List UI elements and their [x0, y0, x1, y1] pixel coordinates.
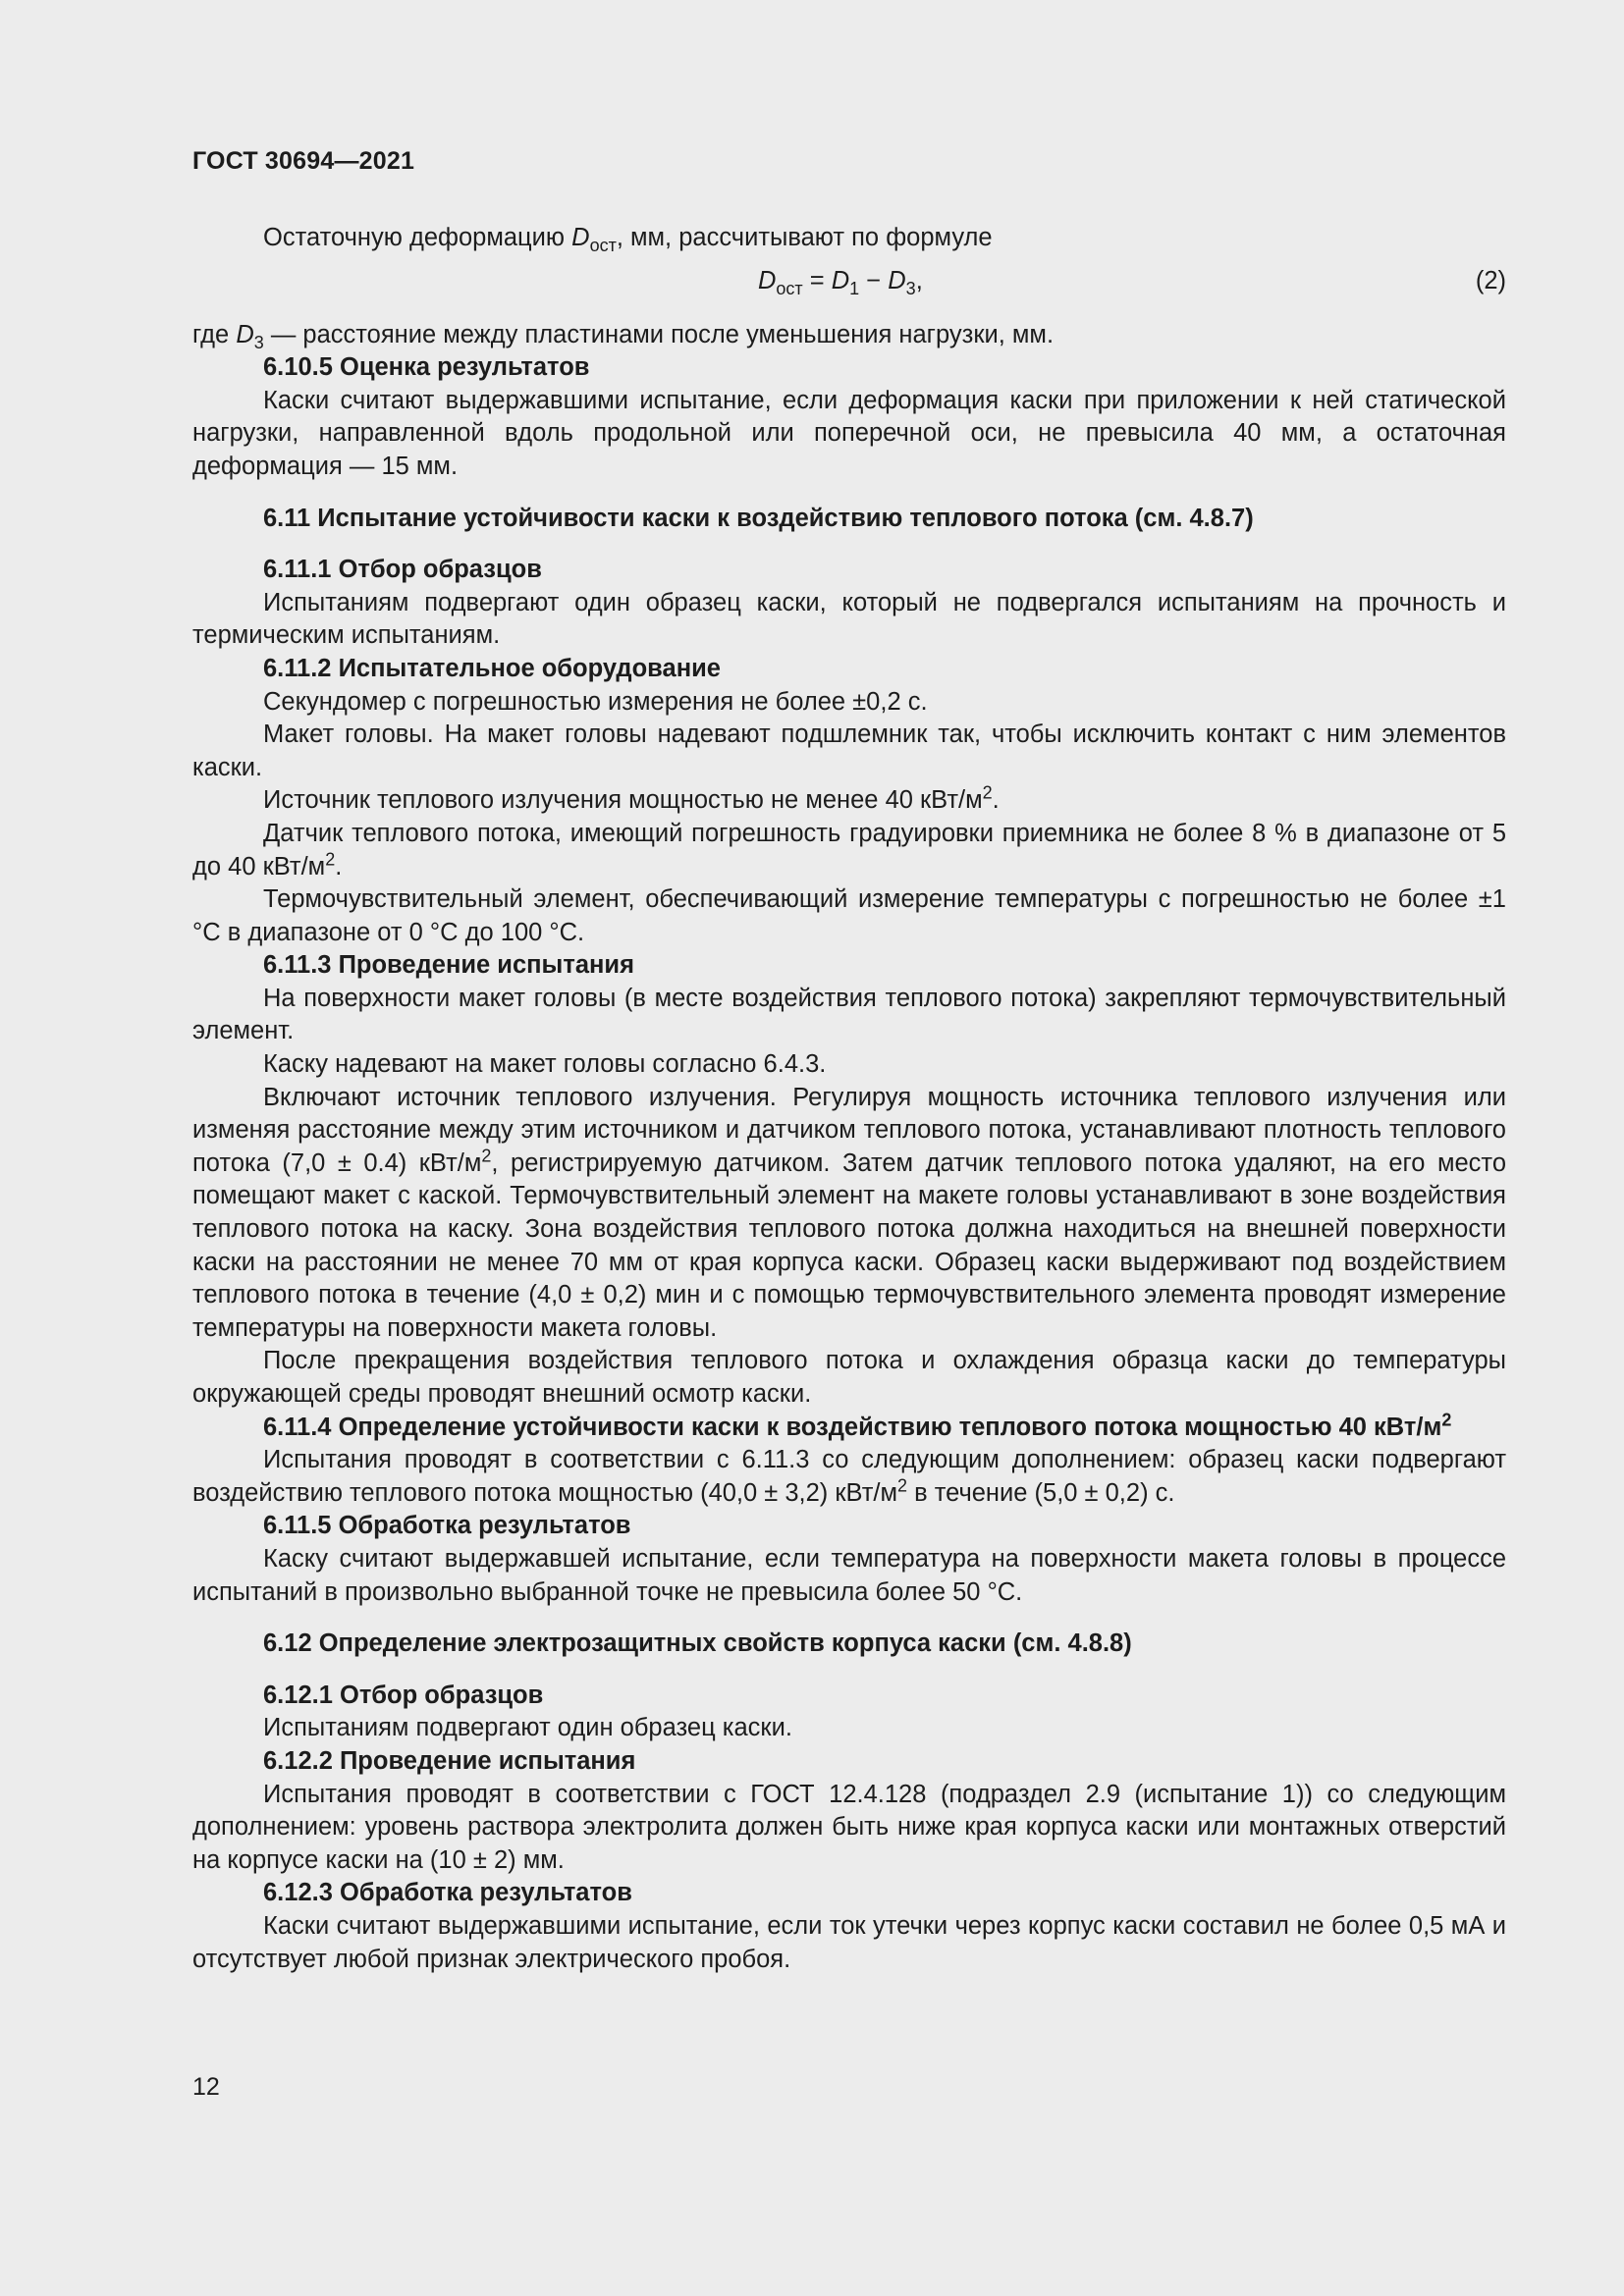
section-heading: 6.11 Испытание устойчивости каски к воздействию теплового потока (см. 4.8.7): [263, 504, 1254, 532]
section-heading: 6.11.1 Отбор образцов: [263, 556, 542, 584]
section-heading: 6.11.5 Обработка результатов: [263, 1512, 631, 1540]
section-heading: 6.11.3 Проведение испытания: [263, 951, 634, 980]
paragraph: После прекращения воздействия теплового потока и охлаждения образца каски до температуры окружающей среды проводят внешний осмотр каски.: [192, 1347, 1506, 1408]
paragraph: Испытания проводят в соответствии с ГОСТ 12.4.128 (подраздел 2.9 (испытание 1)) со следующим дополнением: уровень раствора электролита должен быть ниже края корпуса каски или монтажных отверстий на корпусе каски на (10 ± 2) мм.: [192, 1780, 1506, 1874]
section-heading: 6.12.1 Отбор образцов: [263, 1681, 544, 1709]
paragraph: Каску надевают на макет головы согласно 6.4.3.: [263, 1050, 827, 1079]
where-clause: где $D_3$ — расстояние между пластинами после уменьшения нагрузки, мм.: [192, 320, 1055, 352]
paragraph: Датчик теплового потока, имеющий погрешность градуировки приемника не более 8 % в диапазоне от 5 до 40 кВт/$м^2$.: [192, 819, 1506, 881]
paragraph: Термочувствительный элемент, обеспечивающий измерение температуры с погрешностью не более ±1 °С в диапазоне от 0 °С до 100 °С.: [192, 885, 1506, 946]
formula-2: [192, 255, 1506, 319]
formula-expression: $D_{ост} = D_1 - D_3$,: [758, 266, 923, 298]
paragraph: Секундомер с погрешностью измерения не более ±0,2 с.: [263, 687, 928, 716]
paragraph: Каски считают выдержавшими испытание, если деформация каски при приложении к ней статической нагрузки, направленной вдоль продольной или поперечной оси, не превысила 40 мм, а остаточная деформация — 15 мм.: [192, 386, 1506, 480]
section-heading: 6.12 Определение электрозащитных свойств корпуса каски (см. 4.8.8): [263, 1629, 1132, 1658]
paragraph: Каску считают выдержавшей испытание, если температура на поверхности макета головы в процессе испытаний в произвольно выбранной точке не превысила более 50 °С.: [192, 1544, 1506, 1606]
section-heading: 6.11.2 Испытательное оборудование: [263, 654, 721, 682]
section-heading: 6.12.3 Обработка результатов: [263, 1879, 632, 1907]
paragraph: Макет головы. На макет головы надевают подшлемник так, чтобы исключить контакт с ним элементов каски.: [192, 721, 1506, 781]
paragraph: Испытаниям подвергают один образец каски, который не подвергался испытаниям на прочность и термическим испытаниям.: [192, 588, 1506, 650]
document-body: [192, 222, 1506, 1976]
paragraph: На поверхности макет головы (в месте воздействия теплового потока) закрепляют термочувствительный элемент.: [192, 984, 1506, 1045]
intro-paragraph: Остаточную деформацию $D_{ост}$, мм, рассчитывают по формуле: [263, 224, 993, 256]
section-heading: 6.11.4 Определение устойчивости каски к воздействию теплового потока мощностью 40 кВт/$м^2$: [263, 1410, 1452, 1441]
paragraph: Каски считают выдержавшими испытание, если ток утечки через корпус каски составил не более 0,5 мА и отсутствует любой признак электрического пробоя.: [192, 1911, 1506, 1973]
paragraph: Испытаниям подвергают один образец каски.: [263, 1714, 792, 1742]
section-heading: 6.10.5 Оценка результатов: [263, 353, 590, 382]
document-header: ГОСТ 30694—2021: [192, 147, 415, 175]
page-number: 12: [192, 2073, 220, 2101]
formula-number: (2): [1475, 266, 1506, 294]
paragraph: Включают источник теплового излучения. Регулируя мощность источника теплового излучения или изменяя расстояние между этим источником и датчиком теплового потока, устанавливают плотность теплового потока (7,0 ± 0.4) кВт/$м^2$, регистрируемую датчиком. Затем датчик теплового потока удаляют, на его место помещают макет с каской. Термочувствительный элемент на макете головы устанавливают в зоне воздействия теплового потока на каску. Зона воздействия теплового потока должна находиться на внешней поверхности каски на расстоянии не менее 70 мм от края корпуса каски. Образец каски выдерживают под воздействием теплового потока в течение (4,0 ± 0,2) мин и с помощью термочувствительного элемента проводят измерение температуры на поверхности макета головы.: [192, 1083, 1507, 1342]
paragraph: Источник теплового излучения мощностью не менее 40 кВт/$м^2$.: [263, 782, 1000, 815]
section-heading: 6.12.2 Проведение испытания: [263, 1746, 636, 1775]
paragraph: Испытания проводят в соответствии с 6.11.3 со следующим дополнением: образец каски подвергают воздействию теплового потока мощностью (40,0 ± 3,2) кВт/$м^2$ в течение (5,0 ± 0,2) с.: [192, 1446, 1506, 1507]
